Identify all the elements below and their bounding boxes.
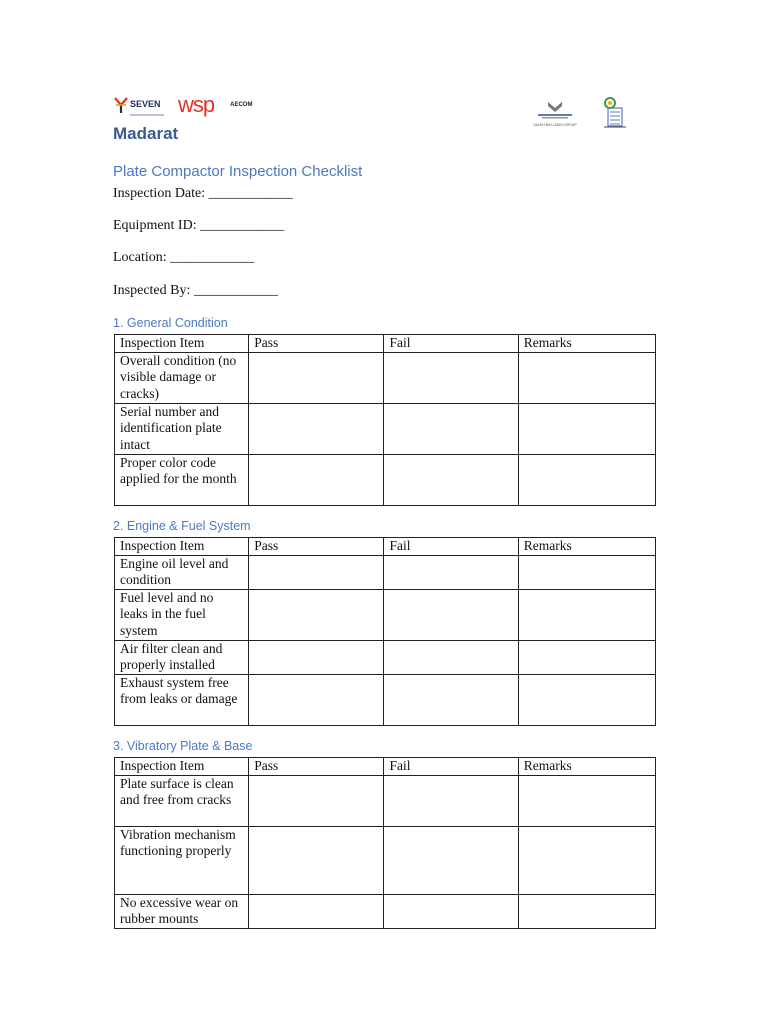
table-row [115,826,656,894]
saleh-bin-ladin-logo [532,100,578,127]
seven-mark-icon [114,96,128,114]
fail-cell[interactable] [384,674,518,725]
column-header-pass: Pass [249,335,384,353]
remarks-cell[interactable] [518,454,655,505]
section-heading-general-condition: 1. General Condition [113,316,228,330]
inspection-item-cell: Serial number and identification plate intact [115,403,249,454]
section-heading-engine-fuel: 2. Engine & Fuel System [113,519,251,533]
remarks-cell[interactable] [518,640,655,674]
saleh-bin-ladin-emblem-icon [532,100,578,122]
section-heading-vibratory-plate: 3. Vibratory Plate & Base [113,739,253,753]
remarks-cell[interactable] [518,555,655,589]
inspection-item-cell: No excessive wear on rubber mounts [115,894,249,928]
table-header-row [115,538,656,556]
table-header-row [115,335,656,353]
seven-logo [114,94,164,116]
fail-cell[interactable] [384,352,518,403]
fail-cell[interactable] [384,775,518,826]
inspection-item-cell: Plate surface is clean and free from cracks [115,775,249,826]
pass-cell[interactable] [249,555,384,589]
pass-cell[interactable] [249,454,384,505]
location-field[interactable]: Location: ____________ [113,250,255,265]
document-title: Plate Compactor Inspection Checklist [113,163,363,180]
remarks-cell[interactable] [518,775,655,826]
pass-cell[interactable] [249,589,384,640]
inspection-item-cell: Vibration mechanism functioning properly [115,826,249,894]
fail-cell[interactable] [384,589,518,640]
inspection-item-cell: Engine oil level and condition [115,555,249,589]
client-logos [532,96,630,130]
remarks-cell[interactable] [518,403,655,454]
pass-cell[interactable] [249,775,384,826]
column-header-pass: Pass [249,758,384,776]
pass-cell[interactable] [249,640,384,674]
vibratory-plate-table [114,757,656,929]
fail-cell[interactable] [384,403,518,454]
saleh-bin-ladin-logo-text: SALEH BIN LADIN GROUP [533,122,577,127]
pass-cell[interactable] [249,352,384,403]
wsp-logo: wsp [178,92,215,117]
general-condition-table [114,334,656,506]
pass-cell[interactable] [249,403,384,454]
fail-cell[interactable] [384,894,518,928]
seven-logo-underline [130,114,164,116]
aecom-logo: AECOM [230,102,253,108]
table-row [115,640,656,674]
engine-fuel-table [114,537,656,726]
inspection-item-cell: Proper color code applied for the month [115,454,249,505]
inspection-item-cell: Overall condition (no visible damage or cracks) [115,352,249,403]
column-header-item: Inspection Item [115,538,249,556]
table-row [115,352,656,403]
remarks-cell[interactable] [518,894,655,928]
brand-name: Madarat [113,124,179,143]
column-header-remarks: Remarks [518,335,655,353]
column-header-fail: Fail [384,538,518,556]
pass-cell[interactable] [249,674,384,725]
table-row [115,894,656,928]
fail-cell[interactable] [384,454,518,505]
column-header-item: Inspection Item [115,758,249,776]
column-header-fail: Fail [384,335,518,353]
table-row [115,555,656,589]
table-row [115,454,656,505]
table-row [115,674,656,725]
fail-cell[interactable] [384,555,518,589]
seven-logo-text: SEVEN [130,99,161,109]
column-header-fail: Fail [384,758,518,776]
inspection-item-cell: Exhaust system free from leaks or damage [115,674,249,725]
madarat-building-logo-icon [600,96,630,130]
table-row [115,589,656,640]
remarks-cell[interactable] [518,826,655,894]
equipment-id-field[interactable]: Equipment ID: ____________ [113,218,285,233]
inspected-by-field[interactable]: Inspected By: ____________ [113,283,278,298]
partner-logos [114,92,252,118]
column-header-item: Inspection Item [115,335,249,353]
pass-cell[interactable] [249,826,384,894]
fail-cell[interactable] [384,640,518,674]
table-header-row [115,758,656,776]
pass-cell[interactable] [249,894,384,928]
inspection-date-field[interactable]: Inspection Date: ____________ [113,186,293,201]
column-header-remarks: Remarks [518,538,655,556]
column-header-remarks: Remarks [518,758,655,776]
table-row [115,775,656,826]
inspection-item-cell: Fuel level and no leaks in the fuel system [115,589,249,640]
fail-cell[interactable] [384,826,518,894]
remarks-cell[interactable] [518,674,655,725]
column-header-pass: Pass [249,538,384,556]
table-row [115,403,656,454]
remarks-cell[interactable] [518,352,655,403]
inspection-item-cell: Air filter clean and properly installed [115,640,249,674]
remarks-cell[interactable] [518,589,655,640]
